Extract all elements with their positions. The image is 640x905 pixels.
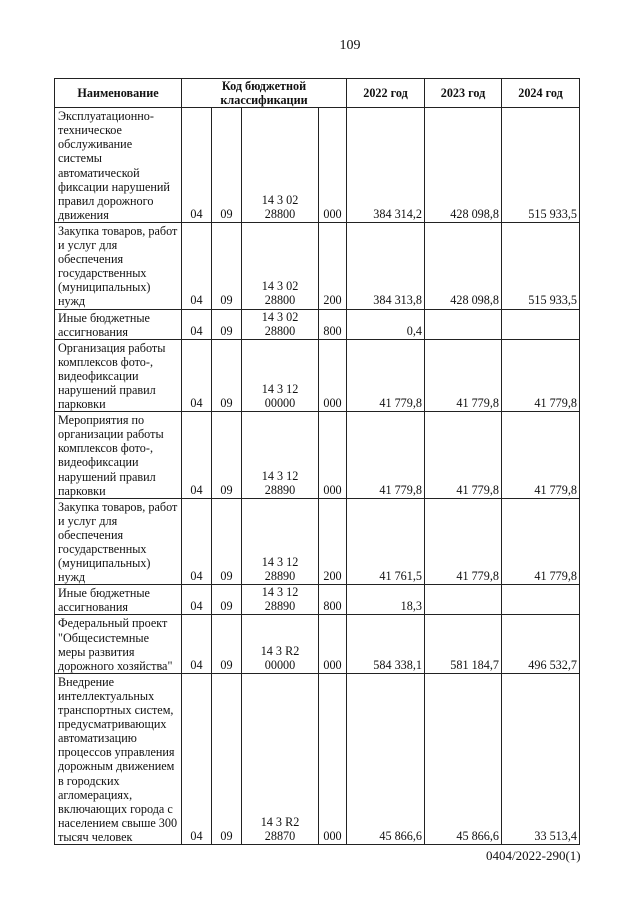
cell-2023: 41 779,8 [425,339,502,411]
cell-2024 [502,309,580,339]
header-2022: 2022 год [347,79,425,108]
cell-2023: 41 779,8 [425,412,502,499]
cell-target-code: 14 3 R2 00000 [242,615,319,673]
cell-subsection: 09 [212,108,242,223]
cell-2024: 496 532,7 [502,615,580,673]
cell-section: 04 [182,309,212,339]
cell-subsection: 09 [212,412,242,499]
cell-section: 04 [182,339,212,411]
cell-2024: 515 933,5 [502,222,580,309]
cell-subsection: 09 [212,339,242,411]
cell-2023: 581 184,7 [425,615,502,673]
cell-2024 [502,585,580,615]
cell-2023 [425,309,502,339]
cell-section: 04 [182,108,212,223]
cell-section: 04 [182,585,212,615]
header-2024: 2024 год [502,79,580,108]
cell-expense-type: 000 [319,412,347,499]
cell-target-code: 14 3 12 28890 [242,498,319,585]
cell-subsection: 09 [212,585,242,615]
cell-section: 04 [182,673,212,844]
header-2023: 2023 год [425,79,502,108]
cell-expense-type: 000 [319,108,347,223]
cell-2022: 18,3 [347,585,425,615]
cell-target-code: 14 3 12 28890 [242,412,319,499]
cell-expense-type: 000 [319,339,347,411]
cell-target-code: 14 3 02 28800 [242,108,319,223]
cell-2022: 384 313,8 [347,222,425,309]
cell-expense-type: 200 [319,498,347,585]
cell-2024: 41 779,8 [502,412,580,499]
table-row [55,615,580,673]
cell-name: Иные бюджетные ассигнования [55,585,182,615]
cell-2024: 33 513,4 [502,673,580,844]
cell-target-code: 14 3 02 28800 [242,222,319,309]
cell-2023: 45 866,6 [425,673,502,844]
cell-target-code: 14 3 12 00000 [242,339,319,411]
cell-name: Мероприятия по организации работы комплексов фото-, видеофиксации нарушений правил парковки [55,412,182,499]
cell-target-code: 14 3 12 28890 [242,585,319,615]
cell-2022: 41 779,8 [347,412,425,499]
cell-2023 [425,585,502,615]
cell-subsection: 09 [212,498,242,585]
cell-section: 04 [182,498,212,585]
cell-name: Иные бюджетные ассигнования [55,309,182,339]
cell-2022: 584 338,1 [347,615,425,673]
cell-2023: 428 098,8 [425,222,502,309]
cell-2023: 428 098,8 [425,108,502,223]
cell-2024: 515 933,5 [502,108,580,223]
table-row [55,339,580,411]
table-row [55,412,580,499]
cell-name: Федеральный проект "Общесистемные меры развития дорожного хозяйства" [55,615,182,673]
cell-2022: 45 866,6 [347,673,425,844]
cell-2022: 0,4 [347,309,425,339]
table-row [55,222,580,309]
table-header-row [55,79,580,108]
cell-expense-type: 000 [319,615,347,673]
cell-name: Организация работы комплексов фото-, видеофиксации нарушений правил парковки [55,339,182,411]
cell-expense-type: 200 [319,222,347,309]
table-row [55,498,580,585]
cell-2022: 384 314,2 [347,108,425,223]
budget-table [54,78,580,845]
cell-subsection: 09 [212,673,242,844]
cell-2024: 41 779,8 [502,339,580,411]
table-row [55,108,580,223]
cell-expense-type: 800 [319,585,347,615]
table-row [55,309,580,339]
cell-2022: 41 779,8 [347,339,425,411]
page-number: 109 [339,38,361,53]
cell-2022: 41 761,5 [347,498,425,585]
cell-name: Закупка товаров, работ и услуг для обеспечения государственных (муниципальных) нужд [55,498,182,585]
cell-expense-type: 000 [319,673,347,844]
cell-section: 04 [182,412,212,499]
document-code: 0404/2022-290(1) [486,848,581,863]
cell-subsection: 09 [212,222,242,309]
table-row [55,585,580,615]
cell-target-code: 14 3 02 28800 [242,309,319,339]
cell-subsection: 09 [212,615,242,673]
cell-name: Закупка товаров, работ и услуг для обеспечения государственных (муниципальных) нужд [55,222,182,309]
cell-2024: 41 779,8 [502,498,580,585]
cell-expense-type: 800 [319,309,347,339]
table-row [55,673,580,844]
header-code: Код бюджетной классификации [182,79,347,108]
cell-section: 04 [182,615,212,673]
cell-name: Внедрение интеллектуальных транспортных систем, предусматривающих автоматизацию процессов управления дорожным движением в городских агломерациях, включающих города с населением свыше 300 тысяч человек [55,673,182,844]
cell-section: 04 [182,222,212,309]
header-name: Наименование [55,79,182,108]
cell-target-code: 14 3 R2 28870 [242,673,319,844]
cell-subsection: 09 [212,309,242,339]
cell-2023: 41 779,8 [425,498,502,585]
cell-name: Эксплуатационно-техническое обслуживание системы автоматической фиксации нарушений правил дорожного движения [55,108,182,223]
